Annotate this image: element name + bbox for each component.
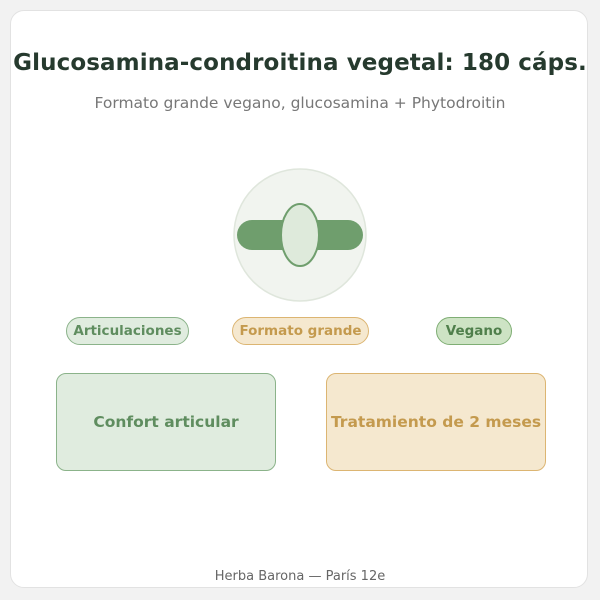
benefit-tratamiento bbox=[326, 373, 546, 471]
product-title: Glucosamina-condroitina vegetal: 180 cáps. bbox=[13, 50, 587, 76]
tag-formato-grande: Formato grande bbox=[232, 317, 369, 345]
tag-vegano: Vegano bbox=[436, 317, 512, 345]
product-subtitle: Formato grande vegano, glucosamina + Phytodroitin bbox=[94, 94, 506, 112]
benefit-label: Confort articular bbox=[93, 413, 239, 431]
product-card bbox=[10, 10, 588, 588]
capsule-center-oval bbox=[281, 204, 319, 266]
benefit-confort-articular bbox=[56, 373, 276, 471]
benefit-label: Tratamiento de 2 meses bbox=[330, 413, 542, 431]
tag-articulaciones: Articulaciones bbox=[66, 317, 189, 345]
store-footer: Herba Barona — París 12e bbox=[214, 569, 386, 584]
capsule-icon bbox=[233, 168, 367, 302]
